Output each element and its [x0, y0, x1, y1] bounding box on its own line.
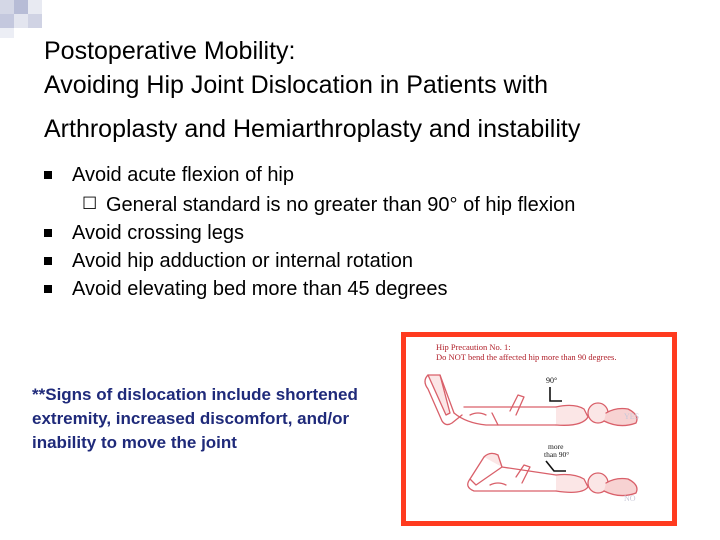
- list-item-text: Avoid acute flexion of hip: [72, 164, 295, 186]
- square-bullet-icon: [44, 229, 52, 237]
- list-item-text: Avoid hip adduction or internal rotation: [72, 250, 413, 272]
- angle-label-top: 90°: [546, 376, 558, 385]
- square-bullet-icon: [44, 285, 52, 293]
- patient-incorrect-illustration: [468, 453, 637, 495]
- list-item-text: Avoid crossing legs: [72, 222, 244, 244]
- slide-title: [44, 34, 704, 146]
- dislocation-signs-note: **Signs of dislocation include shortened extremity, increased discomfort, and/or inability to move the joint: [32, 385, 358, 452]
- list-item: [44, 275, 704, 303]
- sub-list-item: [72, 191, 704, 219]
- angle-label-bottom-line1: more: [548, 442, 564, 451]
- figure-instruction: Do NOT bend the affected hip more than 90 degrees.: [436, 352, 617, 362]
- square-bullet-icon: [44, 257, 52, 265]
- list-item-text: Avoid elevating bed more than 45 degrees: [72, 278, 448, 300]
- angle-marker-correct: [550, 387, 562, 401]
- label-no: NO: [624, 494, 636, 503]
- angle-marker-incorrect: [546, 461, 566, 471]
- angle-label-bottom-line2: than 90°: [544, 450, 570, 459]
- title-line-2: Avoiding Hip Joint Dislocation in Patients with: [44, 71, 548, 99]
- figure-heading: Hip Precaution No. 1:: [436, 342, 511, 352]
- precaution-list: [44, 161, 704, 303]
- hip-precaution-illustration: [406, 337, 672, 521]
- list-item: [44, 247, 704, 275]
- title-line-1: Postoperative Mobility:: [44, 37, 296, 65]
- list-item: [44, 219, 704, 247]
- patient-correct-illustration: [425, 375, 640, 426]
- hip-precaution-figure: [401, 332, 677, 526]
- label-yes: YES: [624, 412, 640, 421]
- title-line-3: Arthroplasty and Hemiarthroplasty and instability: [44, 115, 581, 143]
- list-item: [44, 161, 704, 219]
- checkbox-bullet-icon: ☐: [82, 194, 98, 213]
- square-bullet-icon: [44, 171, 52, 179]
- sub-list-item-text: General standard is no greater than 90° of hip flexion: [106, 194, 576, 216]
